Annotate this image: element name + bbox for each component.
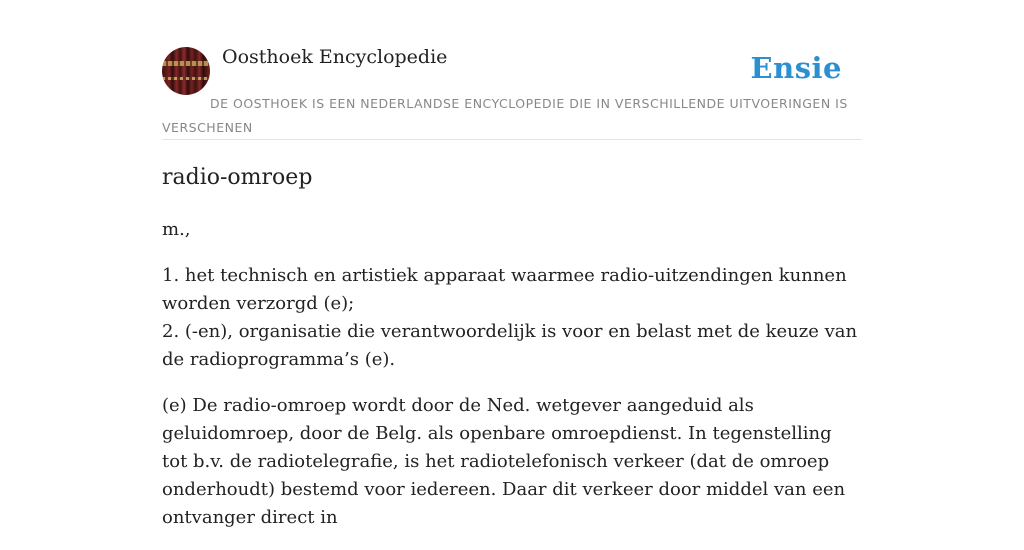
encyclopedia-books-icon[interactable]: [162, 47, 210, 95]
brand-logo[interactable]: Ensie: [750, 51, 842, 85]
site-title[interactable]: Oosthoek Encyclopedie: [222, 46, 448, 68]
entry-body: (e) De radio-omroep wordt door de Ned. wetgever aangeduid als geluidomroep, door de Belg. als openbare omroepdienst. In tegenstelling tot b.v. de radiotelegrafie, is het radiotelefonisch verkeer (dat de omroep onderhoudt) bestemd voor iedereen. Daar dit verkeer door middel van een ontvanger direct in: [162, 395, 846, 528]
header-divider: [162, 139, 862, 140]
entry-title: radio-omroep: [162, 165, 313, 190]
entry-grammar: m.,: [162, 219, 191, 240]
entry-content: [162, 162, 862, 550]
site-tagline: DE OOSTHOEK IS EEN NEDERLANDSE ENCYCLOPEDIE DIE IN VERSCHILLENDE UITVOERINGEN IS VERSCHENEN: [162, 96, 848, 135]
entry-definitions: [162, 262, 862, 374]
site-header: [162, 40, 862, 140]
definition-2: 2. (-en), organisatie die verantwoordelijk is voor en belast met de keuze van de radioprogramma’s (e).: [162, 321, 858, 370]
definition-1: 1. het technisch en artistiek apparaat waarmee radio-uitzendingen kunnen worden verzorgd (e);: [162, 265, 847, 314]
